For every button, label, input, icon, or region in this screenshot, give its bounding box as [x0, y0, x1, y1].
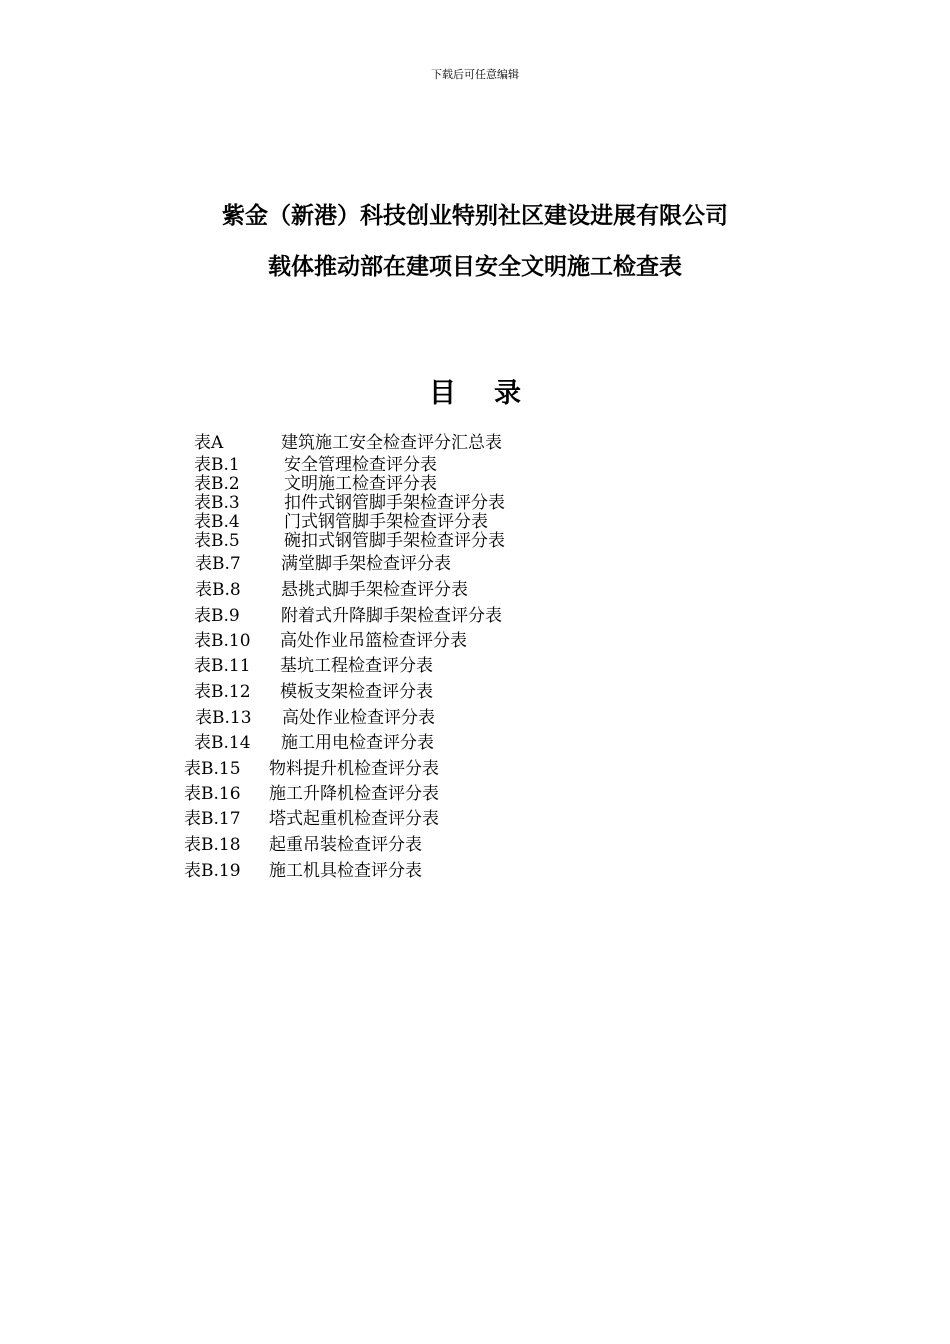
- toc-item-code: 表B.10: [194, 631, 251, 651]
- toc-item-code: 表B.8: [195, 580, 241, 600]
- toc-item-title: 建筑施工安全检查评分汇总表: [281, 433, 502, 453]
- toc-item-code: 表B.15: [184, 759, 241, 779]
- toc-item-code: 表B.1: [194, 455, 240, 475]
- document-title-line-2: 载体推动部在建项目安全文明施工检查表: [268, 254, 682, 280]
- toc-item-code: 表B.2: [194, 474, 240, 494]
- toc-item-code: 表B.14: [194, 733, 251, 753]
- toc-item-title: 满堂脚手架检查评分表: [281, 554, 451, 574]
- document-title-line-1: 紫金（新港）科技创业特别社区建设进展有限公司: [222, 203, 728, 229]
- toc-item-code: 表A: [194, 433, 224, 453]
- toc-item-code: 表B.4: [194, 512, 240, 532]
- toc-item-title: 悬挑式脚手架检查评分表: [281, 580, 468, 600]
- toc-item-code: 表B.18: [184, 835, 241, 855]
- toc-item-code: 表B.3: [194, 493, 240, 513]
- toc-item-title: 门式钢管脚手架检查评分表: [284, 512, 488, 532]
- toc-item-code: 表B.16: [184, 784, 241, 804]
- toc-heading-char-1: 目: [429, 378, 456, 409]
- toc-item-title: 安全管理检查评分表: [284, 455, 437, 475]
- toc-heading-char-2: 录: [494, 378, 521, 409]
- toc-item-title: 高处作业吊篮检查评分表: [280, 631, 467, 651]
- toc-item-title: 基坑工程检查评分表: [280, 656, 433, 676]
- toc-item-code: 表B.13: [195, 708, 252, 728]
- toc-item-title: 塔式起重机检查评分表: [269, 809, 439, 829]
- toc-item-code: 表B.9: [194, 606, 240, 626]
- toc-item-code: 表B.7: [195, 554, 241, 574]
- toc-item-title: 物料提升机检查评分表: [269, 759, 439, 779]
- toc-item-code: 表B.11: [194, 656, 251, 676]
- toc-item-title: 碗扣式钢管脚手架检查评分表: [284, 531, 505, 551]
- toc-item-title: 施工升降机检查评分表: [269, 784, 439, 804]
- toc-item-title: 附着式升降脚手架检查评分表: [281, 606, 502, 626]
- toc-item-code: 表B.19: [184, 861, 241, 881]
- toc-item-title: 施工用电检查评分表: [281, 733, 434, 753]
- toc-item-code: 表B.12: [194, 682, 251, 702]
- toc-item-title: 起重吊装检查评分表: [269, 835, 422, 855]
- header-note: 下载后可任意编辑: [431, 68, 519, 81]
- toc-item-title: 施工机具检查评分表: [269, 861, 422, 881]
- toc-heading: [0, 371, 950, 410]
- toc-item-title: 扣件式钢管脚手架检查评分表: [284, 493, 505, 513]
- toc-item-title: 文明施工检查评分表: [284, 474, 437, 494]
- toc-item-title: 高处作业检查评分表: [282, 708, 435, 728]
- toc-item-code: 表B.17: [184, 809, 241, 829]
- toc-item-code: 表B.5: [194, 531, 240, 551]
- toc-item-title: 模板支架检查评分表: [280, 682, 433, 702]
